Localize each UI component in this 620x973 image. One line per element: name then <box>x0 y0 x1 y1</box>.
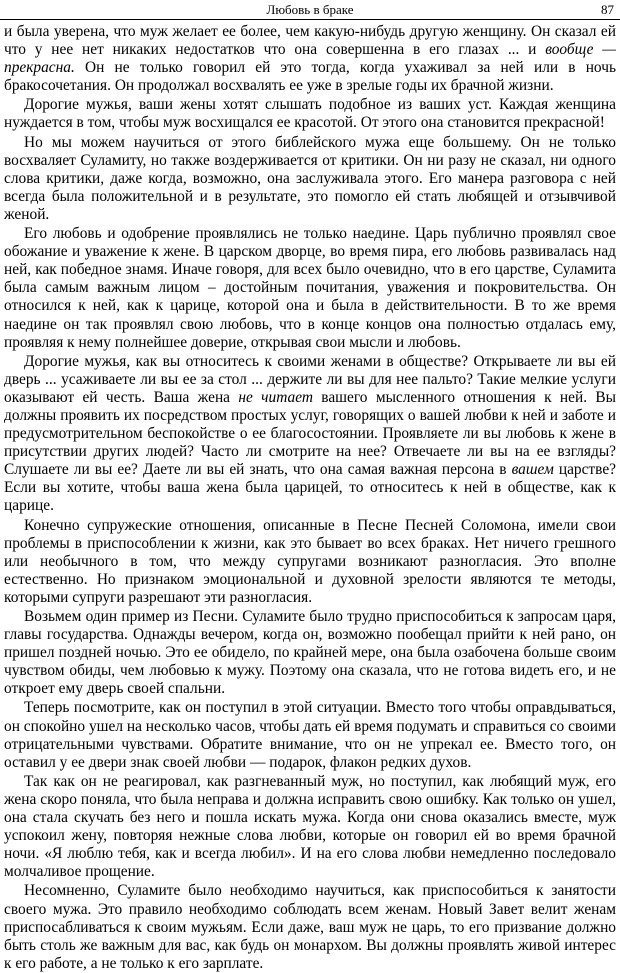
text-run: Теперь посмотрите, как он поступил в этой ситуации. Вместо того чтобы оправдываться, он спокойно ушел на несколько часов, чтобы дать ей время подумать и справиться со своими отрицательными чувствами. Обратите внимание, что он не упрекал ее. Вместо того, он оставил у ее двери знак своей любви — подарок, флакон редких духов. <box>4 699 616 771</box>
paragraph <box>4 96 616 132</box>
paragraph <box>4 353 616 516</box>
text-run: вашего мысленного отношения к ней. Вы должны проявить их посредством простых услуг, говорящих о вашей любви к ней и заботе и предусмотрительном беспокойстве о ее благосостоянии. Проявляете ли вы любовь к жене в присутствии других людей? Часто ли смотрите на нее? Отвечаете ли вы на ее взгляды? Слушаете ли вы ее? Даете ли вы ей знать, что она самая важная персона в <box>4 388 617 479</box>
text-run: Дорогие мужья, ваши жены хотят слышать подобное из ваших уст. Каждая женщина нуждается в том, чтобы муж восхищался ее красотой. От этого она становится прекрасной! <box>4 96 616 132</box>
text-run: Он не только говорил ей это тогда, когда ухаживал за ней или в ночь бракосочетания. Он продолжал восхвалять ее уже в зрелые годы их брачной жизни. <box>4 59 616 95</box>
paragraph <box>4 699 616 771</box>
paragraph <box>4 23 616 95</box>
paragraph <box>4 773 616 882</box>
running-title: Любовь в браке <box>266 2 354 17</box>
header-rule <box>0 19 620 20</box>
paragraph <box>4 882 616 972</box>
paragraph <box>4 134 616 224</box>
paragraph <box>4 225 616 352</box>
italic-text-run: вообще — прекрасна. <box>4 41 616 77</box>
paragraph <box>4 517 616 607</box>
text-run: Так как он не реагировал, как разгневанный муж, но поступил, как любящий муж, его жена скоро поняла, что была неправа и должна исправить свою ошибку. Как только он ушел, она стала скучать без него и пошла искать мужа. Когда они снова оказались вместе, муж успокоил жену, повторяя нежные слова любви, которые он говорил ей во время брачной ночи. «Я люблю тебя, как и всегда любил». И на его слова любви немедленно последовало молчаливое прощение. <box>4 772 616 881</box>
text-run: царстве? Если вы хотите, чтобы ваша жена была царицей, то относитесь к ней в обществе, как к царице. <box>4 461 616 515</box>
text-run: Его любовь и одобрение проявлялись не только наедине. Царь публично проявлял свое обожание и уважение к жене. В царском дворце, во время пира, его любовь развивалась над ней, как победное знамя. Иначе говоря, для всех было очевидно, что в его царстве, Суламита была самым важным лицом – достойным почитания, уважения и покровительства. Он относился к ней, как к царице, которой она и была в действительности. В то же время наедине он так проявлял свою любовь, что в конце концов она полностью отдалась ему, проявляя к нему полнейшее доверие, открывая свои мысли и любовь. <box>4 225 616 351</box>
italic-text-run: вашем <box>511 461 554 479</box>
text-run: и была уверена, что муж желает ее более, чем какую-нибудь другую женщину. Он сказал ей что у нее нет никаких недостатков что она совершенна в его глазах ... и <box>4 23 616 59</box>
text-run: Возьмем один пример из Песни. Суламите было трудно приспособиться к запросам царя, главы государства. Однажды вечером, когда он, возможно пообещал прийти к ней рано, он пришел поздней ночью. Это ее обидело, по крайней мере, она была озабочена больше своим чувством обиды, чем любовью к мужу. Поэтому она сказала, что не готова видеть его, и не откроет ему дверь своей спальни. <box>4 608 616 698</box>
paragraph <box>4 608 616 698</box>
page-number: 87 <box>601 2 614 17</box>
running-header <box>0 0 620 21</box>
text-run: Конечно супружеские отношения, описанные в Песне Песней Соломона, имели свои проблемы в приспособлении к жизни, как это бывает во всех браках. Нет ничего грешного или необычного в том, что между супругами возникают разногласия. Это вполне естественно. Но признаком эмоциональной и духовной зрелости являются те методы, которыми супруги разрешают эти разногласия. <box>4 516 616 606</box>
text-run: Но мы можем научиться от этого библейского мужа еще большему. Он не только восхваляет Суламиту, но также воздерживается от критики. Он ни разу не сказал, ни одного слова критики, даже когда, возможно, она заслуживала этого. Его манера разговора с ней всегда была положительной и в результате, это помогло ей стать любящей и отзывчивой женой. <box>4 133 616 223</box>
text-run: Дорогие мужья, как вы относитесь к своими женами в обществе? Открываете ли вы ей дверь ... усаживаете ли вы ее за стол ... держите ли вы для нее пальто? Такие мелкие услуги оказывают ей честь. Ваша жена <box>4 352 616 406</box>
italic-text-run: не читает <box>238 388 313 406</box>
page-body <box>4 23 616 973</box>
text-run: Несомненно, Суламите было необходимо научиться, как приспособиться к занятости своего мужа. Это правило необходимо соблюдать всем женам. Новый Завет велит женам приспосабливаться к своим мужьям. Если даже, ваш муж не царь, то его призвание должно быть столь же важным для вас, как будь он монархом. Вы должны проявлять живой интерес к его работе, а не только к его зарплате. <box>4 882 616 972</box>
